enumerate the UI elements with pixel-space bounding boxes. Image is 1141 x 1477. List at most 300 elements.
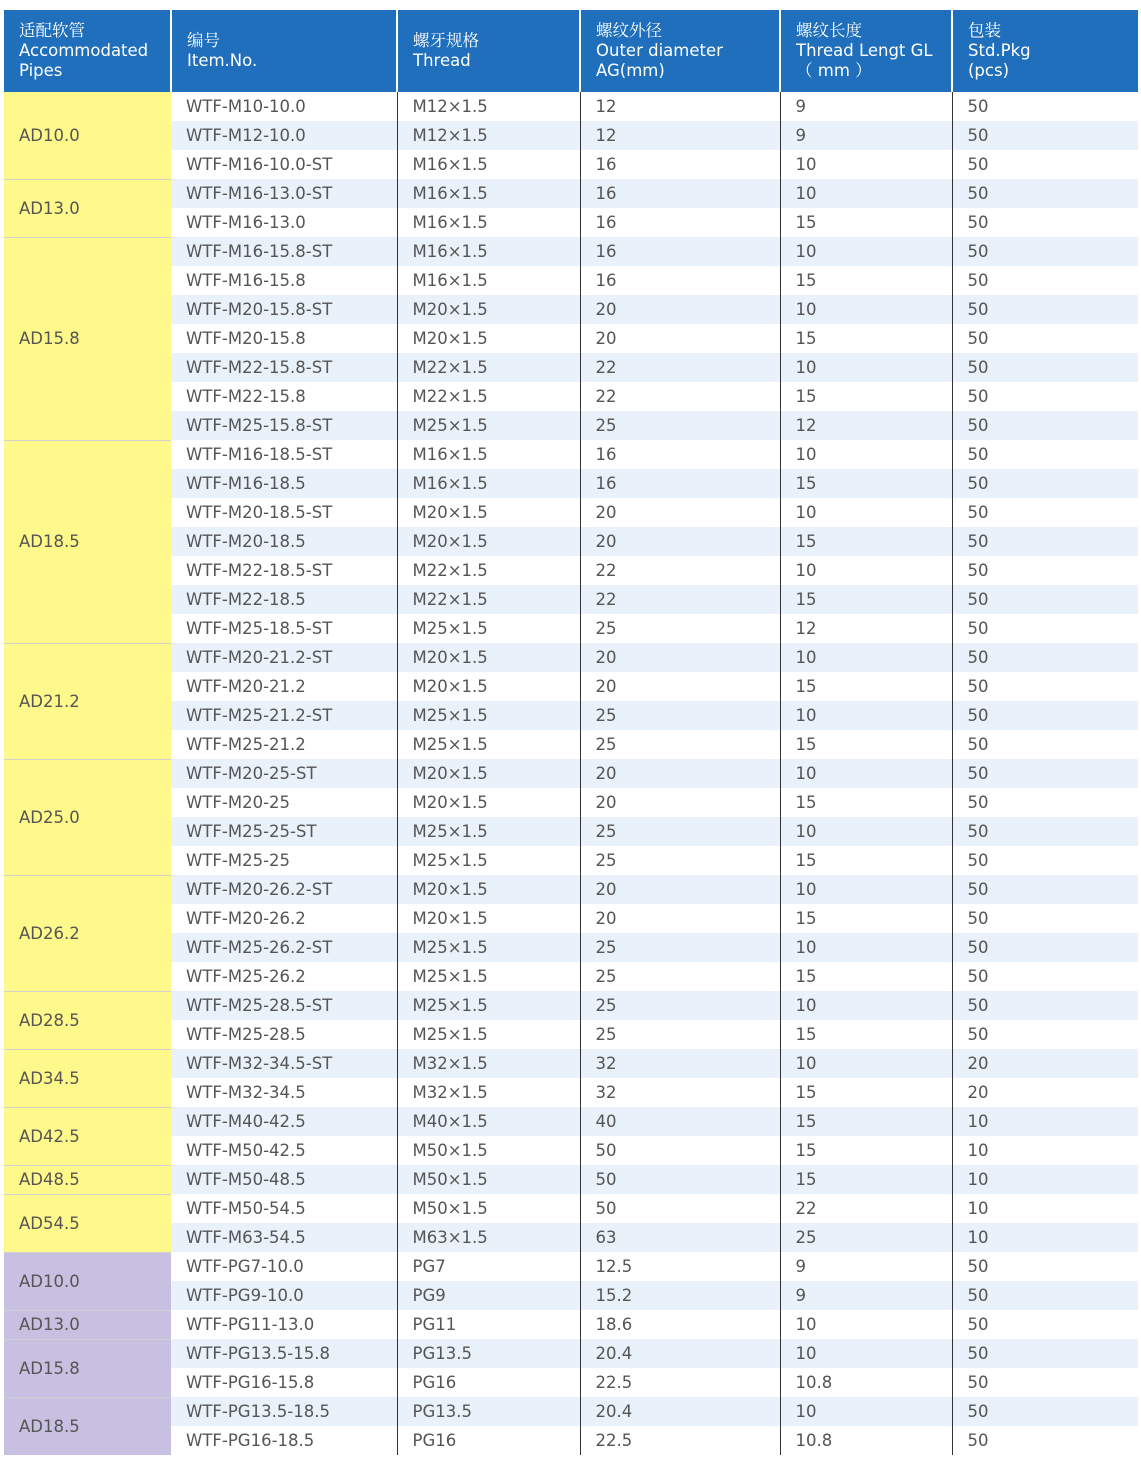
thread-cell: M12×1.5 [397, 92, 580, 121]
table-row [4, 440, 1138, 469]
outer-diameter-cell: 18.6 [580, 1310, 780, 1339]
item-no-cell: WTF-M20-21.2-ST [171, 643, 397, 672]
thread-cell: M25×1.5 [397, 1020, 580, 1049]
header-en: Thread [413, 51, 471, 70]
table-row [4, 904, 1138, 933]
std-pkg-cell: 50 [952, 1020, 1138, 1049]
table-row [4, 759, 1138, 788]
item-no-cell: WTF-M32-34.5 [171, 1078, 397, 1107]
header-zh: 螺纹外径 [596, 21, 662, 40]
thread-length-cell: 10.8 [780, 1426, 952, 1455]
thread-cell: M16×1.5 [397, 208, 580, 237]
item-no-cell: WTF-M16-18.5 [171, 469, 397, 498]
outer-diameter-cell: 25 [580, 411, 780, 440]
thread-cell: M20×1.5 [397, 527, 580, 556]
table-row [4, 1078, 1138, 1107]
item-no-cell: WTF-M20-26.2-ST [171, 875, 397, 904]
outer-diameter-cell: 16 [580, 266, 780, 295]
table-row [4, 672, 1138, 701]
outer-diameter-cell: 20 [580, 643, 780, 672]
thread-cell: M25×1.5 [397, 962, 580, 991]
std-pkg-cell: 50 [952, 1339, 1138, 1368]
item-no-cell: WTF-M25-26.2 [171, 962, 397, 991]
std-pkg-cell: 50 [952, 179, 1138, 208]
thread-length-cell: 10 [780, 933, 952, 962]
thread-length-cell: 15 [780, 585, 952, 614]
item-no-cell: WTF-M25-28.5-ST [171, 991, 397, 1020]
std-pkg-cell: 50 [952, 469, 1138, 498]
table-row [4, 788, 1138, 817]
outer-diameter-cell: 50 [580, 1194, 780, 1223]
table-row [4, 585, 1138, 614]
header-en: (pcs) [968, 61, 1010, 80]
thread-length-cell: 9 [780, 1252, 952, 1281]
table-row [4, 846, 1138, 875]
table-row [4, 730, 1138, 759]
std-pkg-cell: 50 [952, 556, 1138, 585]
std-pkg-cell: 50 [952, 817, 1138, 846]
std-pkg-cell: 50 [952, 150, 1138, 179]
item-no-cell: WTF-M16-13.0 [171, 208, 397, 237]
thread-length-cell: 10 [780, 556, 952, 585]
std-pkg-cell: 50 [952, 788, 1138, 817]
std-pkg-cell: 50 [952, 614, 1138, 643]
outer-diameter-cell: 22.5 [580, 1368, 780, 1397]
thread-length-cell: 9 [780, 1281, 952, 1310]
thread-length-cell: 15 [780, 730, 952, 759]
thread-length-cell: 12 [780, 411, 952, 440]
thread-length-cell: 10 [780, 179, 952, 208]
table-row [4, 92, 1138, 121]
item-no-cell: WTF-M20-21.2 [171, 672, 397, 701]
thread-length-cell: 10 [780, 150, 952, 179]
thread-length-cell: 12 [780, 614, 952, 643]
outer-diameter-cell: 12 [580, 121, 780, 150]
thread-length-cell: 9 [780, 121, 952, 150]
item-no-cell: WTF-PG16-18.5 [171, 1426, 397, 1455]
table-row [4, 527, 1138, 556]
item-no-cell: WTF-M20-15.8 [171, 324, 397, 353]
thread-cell: PG16 [397, 1368, 580, 1397]
table-row [4, 1165, 1138, 1194]
std-pkg-cell: 50 [952, 875, 1138, 904]
thread-length-cell: 15 [780, 962, 952, 991]
std-pkg-cell: 50 [952, 353, 1138, 382]
std-pkg-cell: 50 [952, 1368, 1138, 1397]
item-no-cell: WTF-M12-10.0 [171, 121, 397, 150]
item-no-cell: WTF-M50-42.5 [171, 1136, 397, 1165]
std-pkg-cell: 50 [952, 1310, 1138, 1339]
outer-diameter-cell: 16 [580, 237, 780, 266]
item-no-cell: WTF-PG11-13.0 [171, 1310, 397, 1339]
outer-diameter-cell: 20 [580, 788, 780, 817]
outer-diameter-cell: 32 [580, 1049, 780, 1078]
table-row [4, 614, 1138, 643]
table-row [4, 150, 1138, 179]
outer-diameter-cell: 20 [580, 904, 780, 933]
std-pkg-cell: 50 [952, 208, 1138, 237]
thread-cell: M32×1.5 [397, 1078, 580, 1107]
table-row [4, 1368, 1138, 1397]
std-pkg-cell: 10 [952, 1165, 1138, 1194]
thread-cell: M20×1.5 [397, 904, 580, 933]
thread-cell: M22×1.5 [397, 382, 580, 411]
outer-diameter-cell: 20 [580, 672, 780, 701]
pipe-size-cell: AD13.0 [4, 1310, 171, 1339]
pipe-size-cell: AD10.0 [4, 92, 171, 179]
thread-length-cell: 10 [780, 295, 952, 324]
table-row [4, 643, 1138, 672]
thread-length-cell: 15 [780, 527, 952, 556]
table-row [4, 1136, 1138, 1165]
table-row [4, 237, 1138, 266]
pipe-size-cell: AD42.5 [4, 1107, 171, 1165]
thread-length-cell: 15 [780, 324, 952, 353]
std-pkg-cell: 50 [952, 991, 1138, 1020]
std-pkg-cell: 20 [952, 1078, 1138, 1107]
outer-diameter-cell: 22 [580, 556, 780, 585]
thread-cell: M20×1.5 [397, 643, 580, 672]
outer-diameter-cell: 25 [580, 730, 780, 759]
item-no-cell: WTF-PG13.5-15.8 [171, 1339, 397, 1368]
std-pkg-cell: 50 [952, 382, 1138, 411]
std-pkg-cell: 50 [952, 527, 1138, 556]
std-pkg-cell: 50 [952, 730, 1138, 759]
thread-length-cell: 22 [780, 1194, 952, 1223]
thread-length-cell: 9 [780, 92, 952, 121]
table-header [4, 10, 1138, 92]
header-en: Pipes [19, 61, 63, 80]
thread-length-cell: 10 [780, 991, 952, 1020]
item-no-cell: WTF-M20-26.2 [171, 904, 397, 933]
outer-diameter-cell: 12 [580, 92, 780, 121]
std-pkg-cell: 50 [952, 759, 1138, 788]
pipe-size-cell: AD48.5 [4, 1165, 171, 1194]
header-thread [397, 10, 580, 92]
table-row [4, 382, 1138, 411]
header-accommodated-pipes [4, 10, 171, 92]
thread-cell: M16×1.5 [397, 440, 580, 469]
header-zh: 包装 [968, 21, 1001, 40]
thread-cell: PG9 [397, 1281, 580, 1310]
thread-length-cell: 15 [780, 208, 952, 237]
thread-cell: M25×1.5 [397, 411, 580, 440]
table-row [4, 295, 1138, 324]
thread-cell: M16×1.5 [397, 469, 580, 498]
outer-diameter-cell: 50 [580, 1165, 780, 1194]
thread-cell: M25×1.5 [397, 817, 580, 846]
item-no-cell: WTF-M20-18.5 [171, 527, 397, 556]
outer-diameter-cell: 25 [580, 846, 780, 875]
std-pkg-cell: 50 [952, 1397, 1138, 1426]
header-row [4, 10, 1138, 92]
header-item-no [171, 10, 397, 92]
thread-cell: M22×1.5 [397, 585, 580, 614]
item-no-cell: WTF-M25-26.2-ST [171, 933, 397, 962]
thread-cell: M16×1.5 [397, 150, 580, 179]
std-pkg-cell: 50 [952, 498, 1138, 527]
thread-cell: M16×1.5 [397, 179, 580, 208]
thread-length-cell: 15 [780, 1020, 952, 1049]
thread-length-cell: 15 [780, 904, 952, 933]
item-no-cell: WTF-PG7-10.0 [171, 1252, 397, 1281]
std-pkg-cell: 50 [952, 846, 1138, 875]
thread-length-cell: 10 [780, 237, 952, 266]
header-zh: 螺纹长度 [796, 21, 862, 40]
table-row [4, 1194, 1138, 1223]
header-en: （ mm ） [796, 61, 872, 80]
outer-diameter-cell: 25 [580, 614, 780, 643]
table-row [4, 1107, 1138, 1136]
table-row [4, 179, 1138, 208]
table-row [4, 1339, 1138, 1368]
header-zh: 适配软管 [19, 21, 85, 40]
table-row [4, 701, 1138, 730]
pipe-size-cell: AD28.5 [4, 991, 171, 1049]
thread-length-cell: 10 [780, 701, 952, 730]
outer-diameter-cell: 20.4 [580, 1397, 780, 1426]
std-pkg-cell: 20 [952, 1049, 1138, 1078]
std-pkg-cell: 50 [952, 1426, 1138, 1455]
item-no-cell: WTF-M20-15.8-ST [171, 295, 397, 324]
thread-length-cell: 15 [780, 846, 952, 875]
pipe-size-cell: AD21.2 [4, 643, 171, 759]
outer-diameter-cell: 20 [580, 295, 780, 324]
thread-length-cell: 10 [780, 1310, 952, 1339]
outer-diameter-cell: 40 [580, 1107, 780, 1136]
thread-cell: M63×1.5 [397, 1223, 580, 1252]
header-zh: 螺牙规格 [413, 31, 479, 50]
outer-diameter-cell: 22 [580, 585, 780, 614]
thread-cell: M25×1.5 [397, 701, 580, 730]
item-no-cell: WTF-M16-13.0-ST [171, 179, 397, 208]
item-no-cell: WTF-M10-10.0 [171, 92, 397, 121]
outer-diameter-cell: 22 [580, 353, 780, 382]
thread-cell: M50×1.5 [397, 1165, 580, 1194]
outer-diameter-cell: 25 [580, 701, 780, 730]
thread-length-cell: 15 [780, 788, 952, 817]
std-pkg-cell: 10 [952, 1107, 1138, 1136]
item-no-cell: WTF-M22-18.5-ST [171, 556, 397, 585]
std-pkg-cell: 50 [952, 701, 1138, 730]
outer-diameter-cell: 25 [580, 817, 780, 846]
item-no-cell: WTF-M63-54.5 [171, 1223, 397, 1252]
table-row [4, 266, 1138, 295]
thread-length-cell: 10 [780, 759, 952, 788]
std-pkg-cell: 50 [952, 962, 1138, 991]
thread-length-cell: 15 [780, 1078, 952, 1107]
std-pkg-cell: 50 [952, 1281, 1138, 1310]
table-row [4, 469, 1138, 498]
pipe-size-cell: AD18.5 [4, 440, 171, 643]
header-thread-length [780, 10, 952, 92]
std-pkg-cell: 50 [952, 933, 1138, 962]
item-no-cell: WTF-M22-15.8-ST [171, 353, 397, 382]
thread-cell: PG13.5 [397, 1397, 580, 1426]
pipe-size-cell: AD13.0 [4, 179, 171, 237]
table-row [4, 324, 1138, 353]
outer-diameter-cell: 22 [580, 382, 780, 411]
header-en: Thread Lengt GL [796, 41, 933, 60]
thread-length-cell: 10 [780, 353, 952, 382]
header-en: Item.No. [187, 51, 258, 70]
thread-cell: PG13.5 [397, 1339, 580, 1368]
std-pkg-cell: 10 [952, 1223, 1138, 1252]
thread-cell: M50×1.5 [397, 1194, 580, 1223]
outer-diameter-cell: 20 [580, 875, 780, 904]
std-pkg-cell: 50 [952, 295, 1138, 324]
pipe-size-cell: AD10.0 [4, 1252, 171, 1310]
std-pkg-cell: 50 [952, 440, 1138, 469]
table-row [4, 353, 1138, 382]
outer-diameter-cell: 25 [580, 991, 780, 1020]
item-no-cell: WTF-M16-18.5-ST [171, 440, 397, 469]
table-body [4, 92, 1138, 1455]
pipe-size-cell: AD15.8 [4, 1339, 171, 1397]
outer-diameter-cell: 12.5 [580, 1252, 780, 1281]
thread-cell: PG16 [397, 1426, 580, 1455]
table-row [4, 1310, 1138, 1339]
item-no-cell: WTF-M25-18.5-ST [171, 614, 397, 643]
thread-length-cell: 15 [780, 672, 952, 701]
table-row [4, 1281, 1138, 1310]
std-pkg-cell: 50 [952, 237, 1138, 266]
table-row [4, 1223, 1138, 1252]
thread-length-cell: 10 [780, 1397, 952, 1426]
thread-length-cell: 10 [780, 1049, 952, 1078]
item-no-cell: WTF-M16-15.8-ST [171, 237, 397, 266]
table-row [4, 121, 1138, 150]
pipe-size-cell: AD34.5 [4, 1049, 171, 1107]
thread-length-cell: 10 [780, 440, 952, 469]
outer-diameter-cell: 25 [580, 933, 780, 962]
table-row [4, 817, 1138, 846]
item-no-cell: WTF-M16-10.0-ST [171, 150, 397, 179]
table-row [4, 208, 1138, 237]
std-pkg-cell: 50 [952, 643, 1138, 672]
item-no-cell: WTF-M25-15.8-ST [171, 411, 397, 440]
table-row [4, 411, 1138, 440]
outer-diameter-cell: 20 [580, 527, 780, 556]
outer-diameter-cell: 63 [580, 1223, 780, 1252]
thread-cell: PG7 [397, 1252, 580, 1281]
table-row [4, 875, 1138, 904]
table-row [4, 1426, 1138, 1455]
thread-cell: PG11 [397, 1310, 580, 1339]
thread-cell: M20×1.5 [397, 875, 580, 904]
outer-diameter-cell: 20 [580, 759, 780, 788]
outer-diameter-cell: 16 [580, 469, 780, 498]
std-pkg-cell: 50 [952, 92, 1138, 121]
outer-diameter-cell: 20 [580, 324, 780, 353]
item-no-cell: WTF-PG9-10.0 [171, 1281, 397, 1310]
thread-length-cell: 15 [780, 382, 952, 411]
pipe-size-cell: AD54.5 [4, 1194, 171, 1252]
thread-length-cell: 15 [780, 1165, 952, 1194]
outer-diameter-cell: 20.4 [580, 1339, 780, 1368]
outer-diameter-cell: 32 [580, 1078, 780, 1107]
thread-cell: M20×1.5 [397, 324, 580, 353]
thread-length-cell: 10 [780, 875, 952, 904]
item-no-cell: WTF-M40-42.5 [171, 1107, 397, 1136]
pipe-size-cell: AD26.2 [4, 875, 171, 991]
thread-cell: M25×1.5 [397, 991, 580, 1020]
table-row [4, 962, 1138, 991]
std-pkg-cell: 10 [952, 1194, 1138, 1223]
thread-cell: M25×1.5 [397, 614, 580, 643]
thread-cell: M20×1.5 [397, 759, 580, 788]
thread-cell: M16×1.5 [397, 237, 580, 266]
table-row [4, 933, 1138, 962]
outer-diameter-cell: 22.5 [580, 1426, 780, 1455]
item-no-cell: WTF-M50-48.5 [171, 1165, 397, 1194]
std-pkg-cell: 50 [952, 121, 1138, 150]
std-pkg-cell: 50 [952, 672, 1138, 701]
item-no-cell: WTF-M22-15.8 [171, 382, 397, 411]
item-no-cell: WTF-M25-21.2 [171, 730, 397, 759]
item-no-cell: WTF-M32-34.5-ST [171, 1049, 397, 1078]
item-no-cell: WTF-M25-28.5 [171, 1020, 397, 1049]
table-row [4, 1397, 1138, 1426]
header-outer-diameter [580, 10, 780, 92]
table-row [4, 1049, 1138, 1078]
item-no-cell: WTF-M20-25-ST [171, 759, 397, 788]
thread-length-cell: 10 [780, 817, 952, 846]
item-no-cell: WTF-M20-18.5-ST [171, 498, 397, 527]
outer-diameter-cell: 16 [580, 440, 780, 469]
thread-cell: M22×1.5 [397, 353, 580, 382]
item-no-cell: WTF-M25-21.2-ST [171, 701, 397, 730]
thread-cell: M20×1.5 [397, 672, 580, 701]
item-no-cell: WTF-PG16-15.8 [171, 1368, 397, 1397]
item-no-cell: WTF-PG13.5-18.5 [171, 1397, 397, 1426]
thread-length-cell: 10 [780, 1339, 952, 1368]
header-en: AG(mm) [596, 61, 665, 80]
thread-cell: M20×1.5 [397, 788, 580, 817]
item-no-cell: WTF-M50-54.5 [171, 1194, 397, 1223]
item-no-cell: WTF-M16-15.8 [171, 266, 397, 295]
thread-cell: M25×1.5 [397, 933, 580, 962]
thread-cell: M25×1.5 [397, 846, 580, 875]
thread-cell: M20×1.5 [397, 498, 580, 527]
thread-cell: M50×1.5 [397, 1136, 580, 1165]
header-zh: 编号 [187, 31, 220, 50]
thread-cell: M12×1.5 [397, 121, 580, 150]
outer-diameter-cell: 16 [580, 150, 780, 179]
thread-length-cell: 10 [780, 498, 952, 527]
header-en: Std.Pkg [968, 41, 1031, 60]
thread-cell: M16×1.5 [397, 266, 580, 295]
thread-length-cell: 15 [780, 1107, 952, 1136]
table-row [4, 498, 1138, 527]
outer-diameter-cell: 25 [580, 1020, 780, 1049]
item-no-cell: WTF-M20-25 [171, 788, 397, 817]
table-row [4, 1252, 1138, 1281]
table-row [4, 991, 1138, 1020]
thread-length-cell: 10.8 [780, 1368, 952, 1397]
outer-diameter-cell: 50 [580, 1136, 780, 1165]
thread-length-cell: 25 [780, 1223, 952, 1252]
thread-length-cell: 15 [780, 469, 952, 498]
fittings-spec-table [4, 10, 1138, 1455]
table-row [4, 1020, 1138, 1049]
item-no-cell: WTF-M25-25 [171, 846, 397, 875]
outer-diameter-cell: 16 [580, 208, 780, 237]
std-pkg-cell: 50 [952, 585, 1138, 614]
header-en: Accommodated [19, 41, 149, 60]
outer-diameter-cell: 16 [580, 179, 780, 208]
outer-diameter-cell: 20 [580, 498, 780, 527]
